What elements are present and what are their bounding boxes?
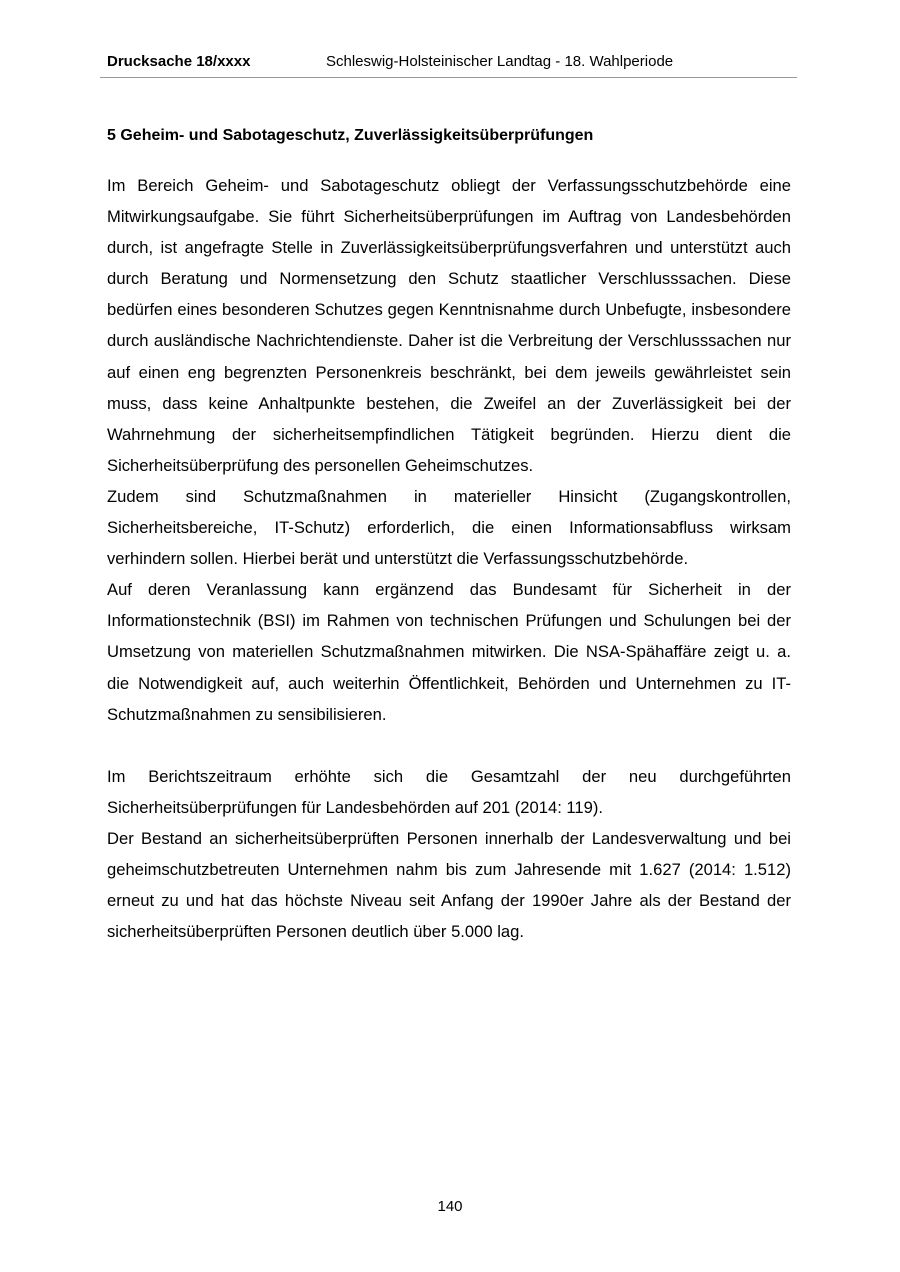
paragraph: Zudem sind Schutzmaßnahmen in materieller Hinsicht (Zugangskontrollen, Sicherheitsbereiche, IT-Schutz) erforderlich, die einen Informationsabfluss wirksam verhindern sollen. Hierbei berät und unterstützt die Verfassungsschutzbehörde. <box>107 486 791 569</box>
document-number: Drucksache 18/xxxx <box>107 53 251 70</box>
page-header <box>100 0 797 78</box>
paragraph: Im Bereich Geheim- und Sabotageschutz obliegt der Verfassungsschutzbehörde eine Mitwirkungsaufgabe. Sie führt Sicherheitsüberprüfungen im Auftrag von Landesbehörden durch, ist angefragte Stelle in Zuverlässigkeitsüberprüfungsverfahren und unterstützt auch durch Beratung und Normensetzung den Schutz staatlicher Verschlusssachen. Diese bedürfen eines besonderen Schutzes gegen Kenntnisnahme durch Unbefugte, insbesondere durch ausländische Nachrichtendienste. Daher ist die Verbreitung der Verschlusssachen nur auf einen eng begrenzten Personenkreis beschränkt, bei dem jeweils gewährleistet sein muss, dass keine Anhaltpunkte bestehen, die Zweifel an der Zuverlässigkeit bei der Wahrnehmung der sicherheitsempfindlichen Tätigkeit begründen. Hierzu dient die Sicherheitsüberprüfung des personellen Geheimschutzes. <box>107 176 791 475</box>
main-content <box>107 125 791 947</box>
section-heading: 5 Geheim- und Sabotageschutz, Zuverlässigkeitsüberprüfungen <box>107 127 594 144</box>
paragraph: Im Berichtszeitraum erhöhte sich die Gesamtzahl der neu durchgeführten Sicherheitsüberprüfungen für Landesbehörden auf 201 (2014: 119). <box>107 766 791 817</box>
paragraph: Auf deren Veranlassung kann ergänzend das Bundesamt für Sicherheit in der Informationstechnik (BSI) im Rahmen von technischen Prüfungen und Schulungen bei der Umsetzung von materiellen Schutzmaßnahmen mitwirken. Die NSA-Spähaffäre zeigt u. a. die Notwendigkeit auf, auch weiterhin Öffentlichkeit, Behörden und Unternehmen zu IT-Schutzmaßnahmen zu sensibilisieren. <box>107 580 791 724</box>
paragraph-spacer <box>107 730 791 761</box>
parliament-title: Schleswig-Holsteinischer Landtag - 18. Wahlperiode <box>326 53 674 70</box>
paragraph: Der Bestand an sicherheitsüberprüften Personen innerhalb der Landesverwaltung und bei geheimschutzbetreuten Unternehmen nahm bis zum Jahresende mit 1.627 (2014: 1.512) erneut zu und hat das höchste Niveau seit Anfang der 1990er Jahre als der Bestand der sicherheitsüberprüften Personen deutlich über 5.000 lag. <box>107 828 791 942</box>
page-number: 140 <box>437 1198 463 1215</box>
